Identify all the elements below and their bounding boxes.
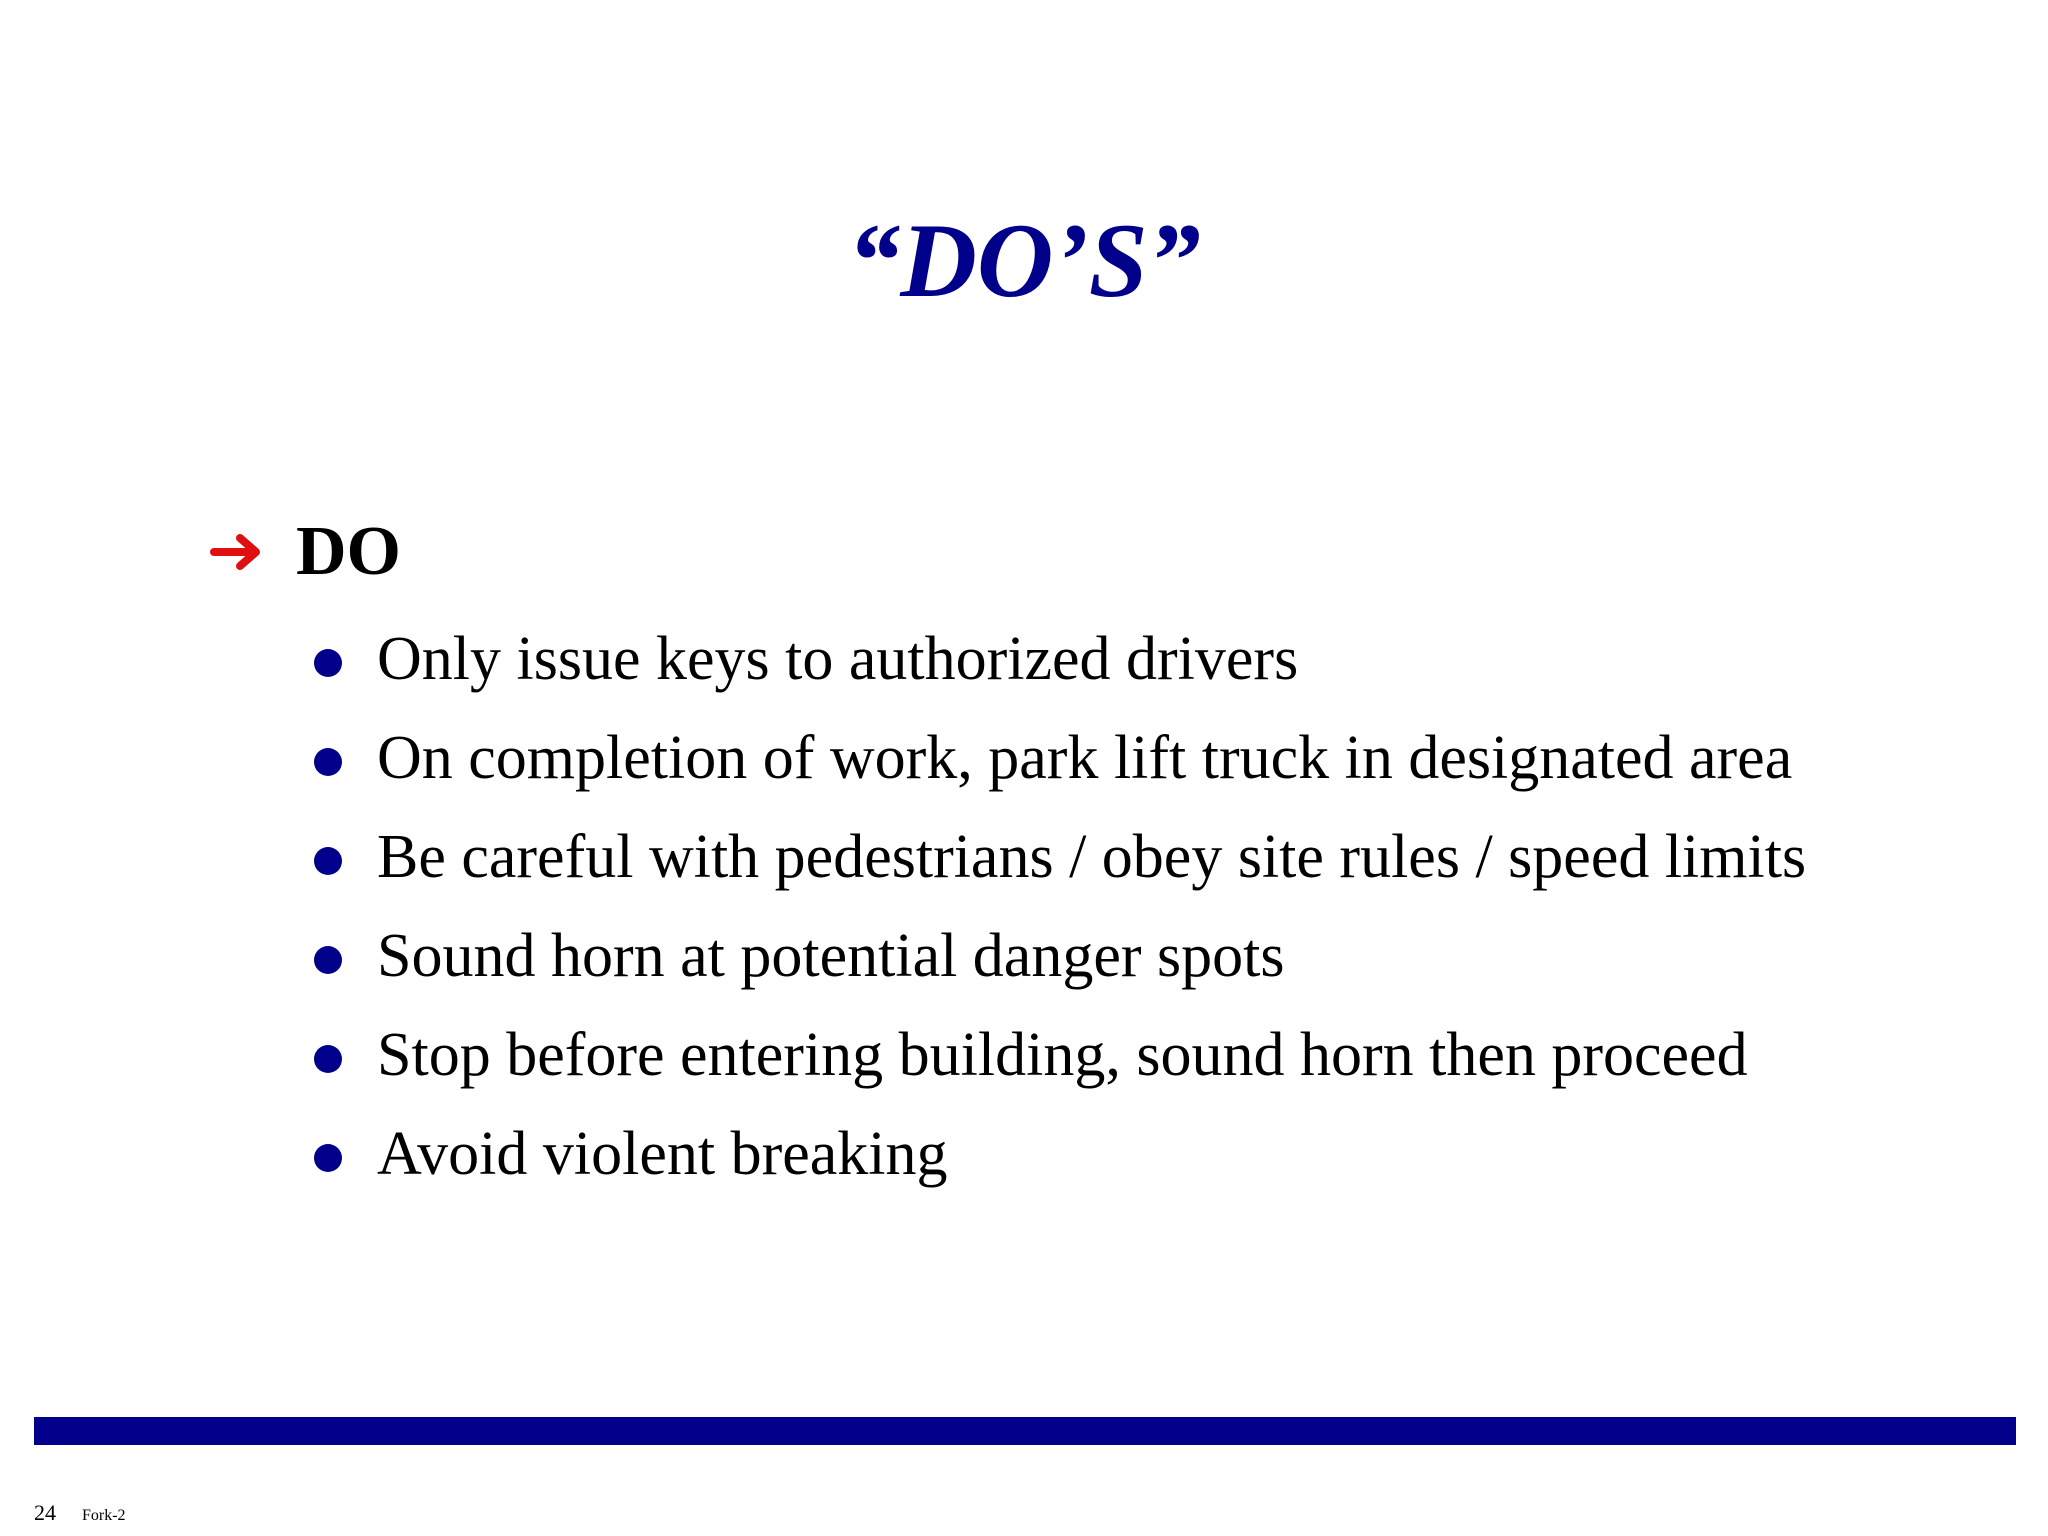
bottom-divider-bar: [34, 1417, 2016, 1445]
bullet-text: Be careful with pedestrians / obey site rules / speed limits: [377, 823, 1807, 891]
bullet-text: Avoid violent breaking: [377, 1120, 948, 1188]
arrow-right-icon: [210, 530, 266, 574]
section-label: DO: [296, 513, 401, 590]
bullet-list: [314, 610, 1806, 1204]
bullet-text: Only issue keys to authorized drivers: [377, 625, 1299, 693]
bullet-item: [314, 1006, 1806, 1105]
section-heading: [210, 513, 401, 590]
bullet-dot-icon: [314, 1045, 342, 1073]
bullet-item: [314, 709, 1806, 808]
bullet-text: Stop before entering building, sound horn then proceed: [377, 1021, 1748, 1089]
footer-code: Fork-2: [82, 1507, 126, 1524]
bullet-text: On completion of work, park lift truck in designated area: [377, 724, 1793, 792]
bullet-dot-icon: [314, 847, 342, 875]
bullet-dot-icon: [314, 748, 342, 776]
page-number: 24: [34, 1500, 56, 1525]
bullet-item: [314, 808, 1806, 907]
bullet-item: [314, 610, 1806, 709]
slide-footer: [34, 1500, 126, 1526]
bullet-text: Sound horn at potential danger spots: [377, 922, 1285, 990]
bullet-item: [314, 1105, 1806, 1204]
slide-title: “DO’S”: [847, 202, 1201, 319]
bullet-dot-icon: [314, 1144, 342, 1172]
bullet-dot-icon: [314, 649, 342, 677]
bullet-dot-icon: [314, 946, 342, 974]
bullet-item: [314, 907, 1806, 1006]
